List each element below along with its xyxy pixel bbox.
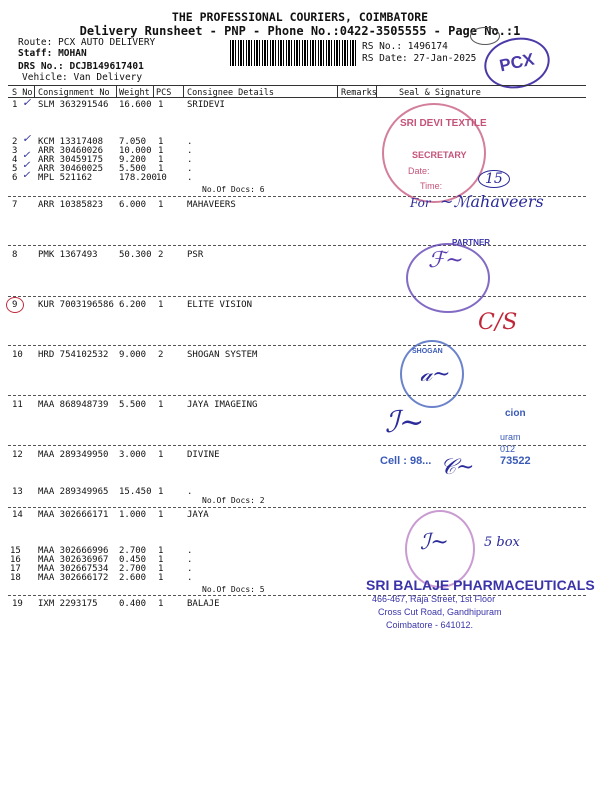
sno: 7 — [12, 200, 18, 210]
col-pcs: PCS — [156, 88, 172, 98]
weight: 50.300 — [119, 250, 152, 260]
consignment-no: KUR 7003196586 — [38, 300, 114, 310]
pcs: 1 — [158, 146, 164, 156]
cs-mark: C/S — [478, 310, 518, 335]
consignee-name: ELITE VISION — [187, 300, 253, 310]
pcs: 1 — [158, 137, 164, 147]
consignee-name: . — [187, 146, 193, 156]
pcs: 2 — [158, 350, 164, 360]
seal-line3: 012 — [500, 444, 516, 454]
seal-line2: uram — [500, 432, 521, 442]
sno: 5 — [12, 164, 18, 174]
pcs: 1 — [158, 200, 164, 210]
pcs: 1 — [158, 100, 164, 110]
consignment-no: MAA 302666172 — [38, 573, 109, 583]
consignment-no: MAA 289349950 — [38, 450, 109, 460]
consignee-name: DIVINE — [187, 450, 220, 460]
table-row: 1 — [12, 100, 18, 110]
consignment-no: SLM 363291546 — [38, 100, 109, 110]
sno: 6 — [12, 173, 18, 183]
pcs: 10 — [156, 173, 167, 183]
cell-tail: 73522 — [500, 455, 531, 467]
consignment-no: MAA 302666171 — [38, 510, 109, 520]
count-fifteen: 15 — [478, 170, 510, 188]
weight: 6.200 — [119, 300, 147, 310]
consignment-no: ARR 10385823 — [38, 200, 104, 210]
doc-count: No.Of Docs: 2 — [202, 496, 265, 505]
red-circle-mark — [6, 297, 24, 313]
sridevi-seal-text: SRI DEVI TEXTILE — [400, 118, 487, 129]
for-text: For — [410, 196, 431, 210]
pcs: 1 — [158, 599, 164, 609]
signature-mahaveers: ~ℳahaveers — [440, 192, 544, 211]
sno: 11 — [12, 400, 23, 410]
consignee-name: . — [187, 137, 193, 147]
consignment-no: ARR 30460026 — [38, 146, 104, 156]
doc-count: No.Of Docs: 5 — [202, 585, 265, 594]
rs-number: RS No.: 1496174 — [362, 41, 448, 52]
sno: 17 — [10, 564, 21, 574]
col-remarks: Remarks — [341, 88, 377, 98]
check-mark-icon: ✓ — [22, 170, 31, 181]
sno: 12 — [12, 450, 23, 460]
consignee-name: . — [187, 173, 193, 183]
weight: 9.200 — [119, 155, 147, 165]
pcs: 1 — [158, 300, 164, 310]
consignment-no: MAA 302666996 — [38, 546, 109, 556]
vehicle: Vehicle: Van Delivery — [22, 72, 143, 83]
consignee-name: . — [187, 555, 193, 565]
sno: 18 — [10, 573, 21, 583]
weight: 2.700 — [119, 546, 147, 556]
shogan-seal-text: SHOGAN — [412, 348, 443, 355]
consignee-name: SHOGAN SYSTEM — [187, 350, 258, 360]
consignee-name: PSR — [187, 250, 204, 260]
col-weight: Weight — [119, 88, 150, 98]
sno: 16 — [10, 555, 21, 565]
weight: 6.000 — [119, 200, 147, 210]
weight: 9.000 — [119, 350, 147, 360]
pcs: 1 — [158, 564, 164, 574]
check-mark-icon: ✓ — [22, 150, 31, 161]
balaje-address-line1: 466-467, Raja Street, 1st Floor — [372, 594, 496, 604]
pcs: 1 — [158, 450, 164, 460]
sno: 10 — [12, 350, 23, 360]
partner-text: PARTNER — [452, 238, 491, 247]
page-number-circle — [470, 27, 500, 45]
seal-line1: cion — [505, 408, 526, 419]
sno: 15 — [10, 546, 21, 556]
staff-label: Staff: — [18, 48, 53, 59]
sno: 8 — [12, 250, 18, 260]
signature-psr: ℱ~ — [428, 248, 464, 273]
rs-date: RS Date: 27-Jan-2025 — [362, 53, 477, 64]
weight: 15.450 — [119, 487, 152, 497]
weight: 10.000 — [119, 146, 152, 156]
consignment-no: MAA 868948739 — [38, 400, 109, 410]
consignee-name: JAYA IMAGEING — [187, 400, 258, 410]
five-box-note: 5 box — [484, 535, 520, 550]
barcode — [230, 40, 358, 66]
col-consignment: Consignment No — [38, 88, 110, 98]
sno: 3 — [12, 146, 18, 156]
sno: 13 — [12, 487, 23, 497]
weight: 5.500 — [119, 164, 147, 174]
consignment-no: MAA 289349965 — [38, 487, 109, 497]
pcs: 2 — [158, 250, 164, 260]
pcs: 1 — [158, 546, 164, 556]
pcs: 1 — [158, 510, 164, 520]
sno: 19 — [12, 599, 23, 609]
consignment-no: IXM 2293175 — [38, 599, 98, 609]
weight: 7.050 — [119, 137, 147, 147]
weight: 3.000 — [119, 450, 147, 460]
pcs: 1 — [158, 573, 164, 583]
consignee-name: MAHAVEERS — [187, 200, 236, 210]
consignee-name: . — [187, 155, 193, 165]
sno: 4 — [12, 155, 18, 165]
col-sno: S No — [12, 88, 33, 98]
balaje-address-line3: Coimbatore - 641012. — [386, 620, 474, 630]
sno: 2 — [12, 137, 18, 147]
pcs: 1 — [158, 555, 164, 565]
consignment-no: HRD 754102532 — [38, 350, 109, 360]
signature-jaya-imageing: ℐ~ — [385, 405, 425, 440]
weight: 5.500 — [119, 400, 147, 410]
consignee-name: BALAJE — [187, 599, 220, 609]
balaje-address-line2: Cross Cut Road, Gandhipuram — [378, 607, 502, 617]
pcs: 1 — [158, 155, 164, 165]
staff-name: MOHAN — [58, 48, 87, 59]
consignee-name: . — [187, 487, 193, 497]
time-label: Time: — [420, 181, 443, 191]
pcs: 1 — [158, 400, 164, 410]
company-title: THE PROFESSIONAL COURIERS, COIMBATORE — [171, 10, 429, 24]
consignee-name: . — [187, 564, 193, 574]
route: Route: PCX AUTO DELIVERY — [18, 37, 156, 48]
runsheet-title: Delivery Runsheet - PNP - Phone No.:0422-3505555 - Page No.:1 — [79, 24, 521, 38]
signature-jaya: ℐ~ — [420, 530, 449, 555]
consignee-name: SRIDEVI — [187, 100, 225, 110]
weight: 178.200 — [119, 173, 157, 183]
weight: 0.450 — [119, 555, 147, 565]
consignment-no: MAA 302636967 — [38, 555, 109, 565]
consignment-no: KCM 13317408 — [38, 137, 104, 147]
doc-count: No.Of Docs: 6 — [202, 185, 265, 194]
staff-line — [18, 48, 87, 59]
consignee-name: . — [187, 164, 193, 174]
pcs: 1 — [158, 164, 164, 174]
consignment-no: ARR 30460025 — [38, 164, 104, 174]
date-label: Date: — [408, 166, 430, 176]
col-seal: Seal & Signature — [399, 88, 481, 98]
weight: 2.600 — [119, 573, 147, 583]
col-consignee: Consignee Details — [187, 88, 274, 98]
weight: 1.000 — [119, 510, 147, 520]
secretary-text: SECRETARY — [412, 150, 467, 160]
signature-divine: 𝒞~ — [440, 455, 475, 480]
pcs: 1 — [158, 487, 164, 497]
consignment-no: MPL 521162 — [38, 173, 93, 183]
consignee-name: . — [187, 573, 193, 583]
check-mark-icon: ✓ — [22, 132, 32, 145]
check-mark-icon: ✓ — [22, 160, 31, 171]
signature-shogan: 𝒶~ — [420, 362, 451, 387]
consignment-no: PMK 1367493 — [38, 250, 98, 260]
sno: 9 — [12, 300, 18, 310]
weight: 0.400 — [119, 599, 147, 609]
consignment-no: ARR 30459175 — [38, 155, 104, 165]
balaje-seal: SRI BALAJE PHARMACEUTICALS — [366, 577, 595, 593]
consignee-name: . — [187, 546, 193, 556]
sno: 14 — [12, 510, 23, 520]
drs-number: DRS No.: DCJB149617401 — [18, 61, 144, 72]
pcx-stamp: PCX — [480, 32, 555, 95]
check-mark-icon: ✓ — [22, 96, 32, 109]
consignee-name: JAYA — [187, 510, 209, 520]
cell-label: Cell : 98... — [380, 455, 432, 467]
weight: 16.600 — [119, 100, 152, 110]
weight: 2.700 — [119, 564, 147, 574]
consignment-no: MAA 302667534 — [38, 564, 109, 574]
